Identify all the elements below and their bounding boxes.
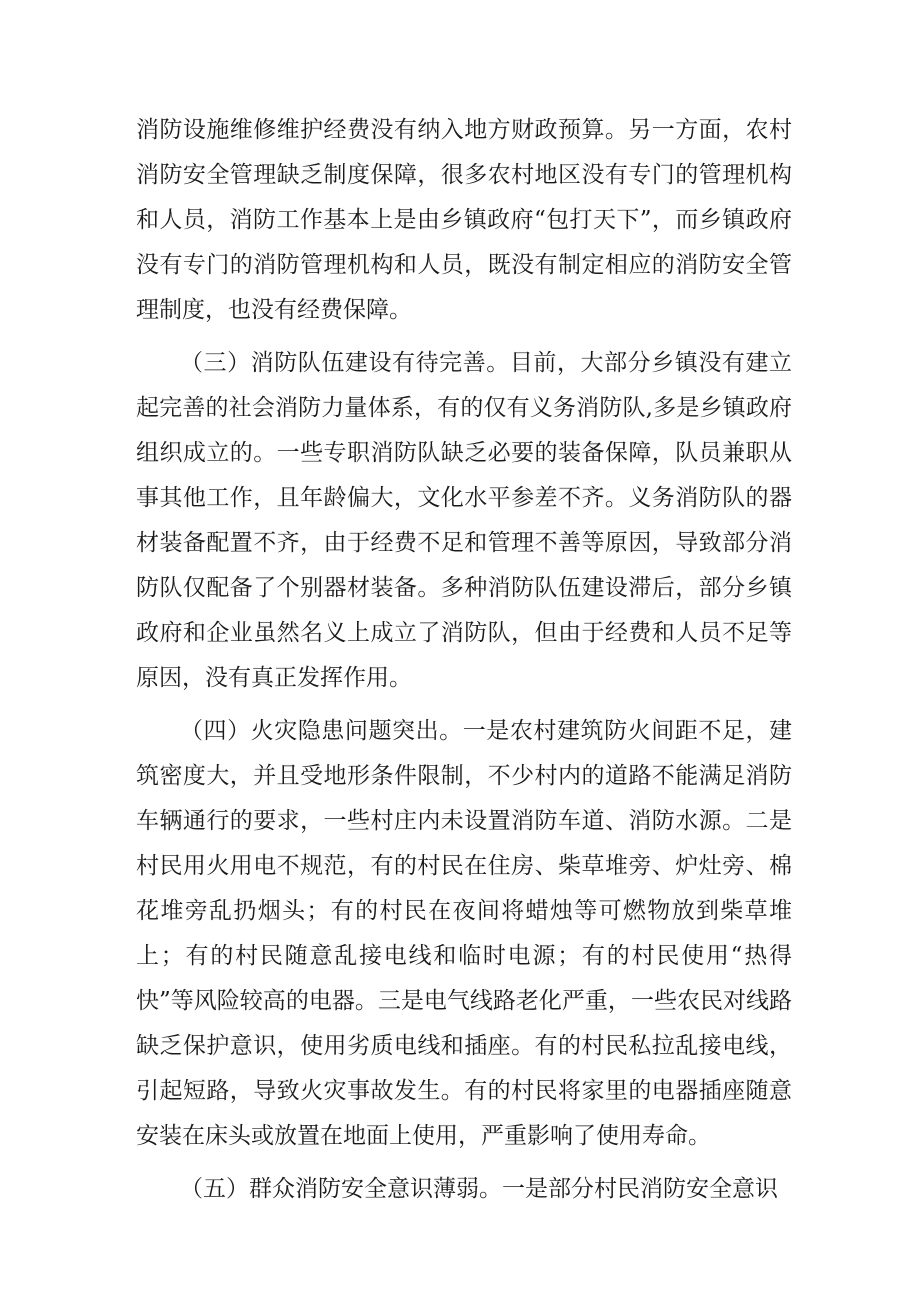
paragraph-section-3: （三）消防队伍建设有待完善。目前，大部分乡镇没有建立起完善的社会消防力量体系，有的仅有义务消防队,多是乡镇政府组织成立的。一些专职消防队缺乏必要的装备保障，队员兼职从事其他工作，且年龄偏大，文化水平参差不齐。义务消防队的器材装备配置不齐，由于经费不足和管理不善等原因，导致部分消防队仅配备了个别器材装备。多种消防队伍建设滞后，部分乡镇政府和企业虽然名义上成立了消防队，但由于经费和人员不足等原因，没有真正发挥作用。 bbox=[136, 350, 792, 691]
paragraph-continuation: 消防设施维修维护经费没有纳入地方财政预算。另一方面，农村消防安全管理缺乏制度保障，很多农村地区没有专门的管理机构和人员，消防工作基本上是由乡镇政府“包打天下”，而乡镇政府没有专门的消防管理机构和人员，既没有制定相应的消防安全管理制度，也没有经费保障。 bbox=[136, 117, 792, 323]
paragraph-section-4: （四）火灾隐患问题突出。一是农村建筑防火间距不足，建筑密度大，并且受地形条件限制，不少村内的道路不能满足消防车辆通行的要求，一些村庄内未设置消防车道、消防水源。二是村民用火用电不规范，有的村民在住房、柴草堆旁、炉灶旁、棉花堆旁乱扔烟头；有的村民在夜间将蜡烛等可燃物放到柴草堆上；有的村民随意乱接电线和临时电源；有的村民使用“热得快”等风险较高的电器。三是电气线路老化严重，一些农民对线路缺乏保护意识，使用劣质电线和插座。有的村民私拉乱接电线，引起短路，导致火灾事故发生。有的村民将家里的电器插座随意安装在床头或放置在地面上使用，严重影响了使用寿命。 bbox=[136, 718, 792, 1149]
document-body bbox=[136, 108, 792, 1220]
paragraph-section-5: （五）群众消防安全意识薄弱。一是部分村民消防安全意识 bbox=[180, 1176, 778, 1202]
